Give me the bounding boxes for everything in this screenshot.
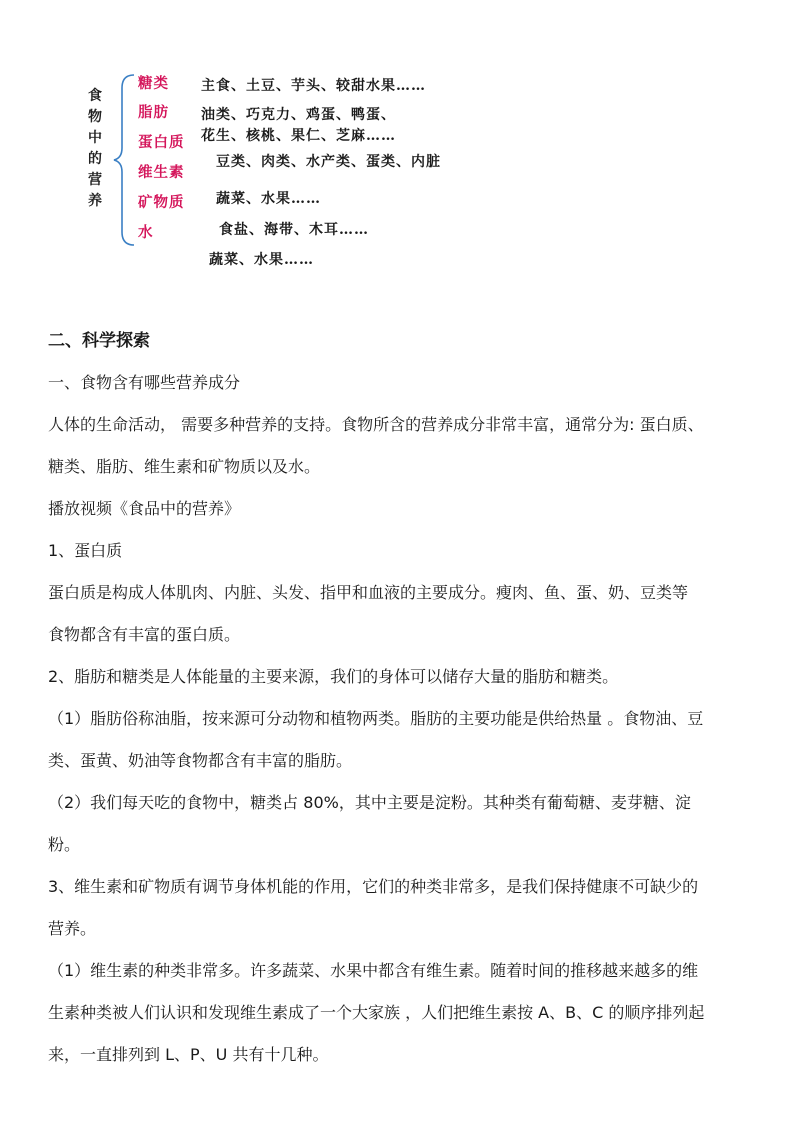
paragraph-line: 3、维生素和矿物质有调节身体机能的作用，它们的种类非常多，是我们保持健康不可缺少的 (48, 877, 699, 896)
paragraph-line: 生素种类被人们认识和发现维生素成了一个大家族 ，人们把维生素按 A、B、C 的顺序排列起 (48, 1003, 705, 1022)
example-line: 主食、土豆、芋头、较甜水果…… (201, 78, 426, 94)
example-line: 蔬菜、水果…… (209, 252, 314, 268)
subheading: 一、食物含有哪些营养成分 (48, 373, 241, 392)
paragraph-line: 播放视频《食品中的营养》 (48, 499, 241, 518)
paragraph-line: 食物都含有丰富的蛋白质。 (48, 625, 241, 644)
category-sugar: 糖类 (138, 75, 169, 92)
title-char: 营 (88, 172, 102, 188)
example-line: 蔬菜、水果…… (216, 191, 321, 207)
category-fat: 脂肪 (138, 104, 169, 121)
category-mineral: 矿物质 (138, 194, 185, 211)
paragraph-line: 蛋白质是构成人体肌肉、内脏、头发、指甲和血液的主要成分。瘦肉、鱼、蛋、奶、豆类等 (48, 583, 689, 602)
example-line: 食盐、海带、木耳…… (219, 222, 369, 238)
title-char: 食 (88, 88, 102, 104)
paragraph-line: （2）我们每天吃的食物中，糖类占 80%，其中主要是淀粉。其种类有葡萄糖、麦芽糖、淀 (48, 793, 691, 812)
paragraph-line: 1、蛋白质 (48, 541, 123, 560)
example-line: 花生、核桃、果仁、芝麻…… (201, 128, 396, 144)
paragraph-line: 2、脂肪和糖类是人体能量的主要来源，我们的身体可以储存大量的脂肪和糖类。 (48, 667, 619, 686)
paragraph-line: 糖类、脂肪、维生素和矿物质以及水。 (48, 457, 321, 476)
category-water: 水 (138, 224, 154, 241)
diagram-vertical-title (86, 86, 104, 212)
title-char: 物 (88, 109, 102, 125)
paragraph-line: 人体的生命活动， 需要多种营养的支持。食物所含的营养成分非常丰富，通常分为: 蛋白质、 (48, 415, 704, 434)
paragraph-line: （1）脂肪俗称油脂，按来源可分动物和植物两类。脂肪的主要功能是供给热量 。食物油、豆 (48, 709, 704, 728)
title-char: 养 (88, 193, 102, 209)
example-line: 油类、巧克力、鸡蛋、鸭蛋、 (201, 107, 396, 123)
title-char: 中 (88, 130, 102, 146)
paragraph-line: 营养。 (48, 919, 97, 938)
title-char: 的 (88, 151, 102, 167)
paragraph-line: 类、蛋黄、奶油等食物都含有丰富的脂肪。 (48, 751, 353, 770)
paragraph-line: （1）维生素的种类非常多。许多蔬菜、水果中都含有维生素。随着时间的推移越来越多的维 (48, 961, 699, 980)
category-vitamin: 维生素 (138, 164, 185, 181)
category-protein: 蛋白质 (138, 134, 185, 151)
example-line: 豆类、肉类、水产类、蛋类、内脏 (216, 154, 441, 170)
section-heading: 二、科学探索 (48, 331, 150, 351)
nutrition-diagram (0, 0, 794, 290)
paragraph-line: 粉。 (48, 835, 81, 854)
paragraph-line: 来，一直排列到 L、P、U 共有十几种。 (48, 1045, 329, 1064)
